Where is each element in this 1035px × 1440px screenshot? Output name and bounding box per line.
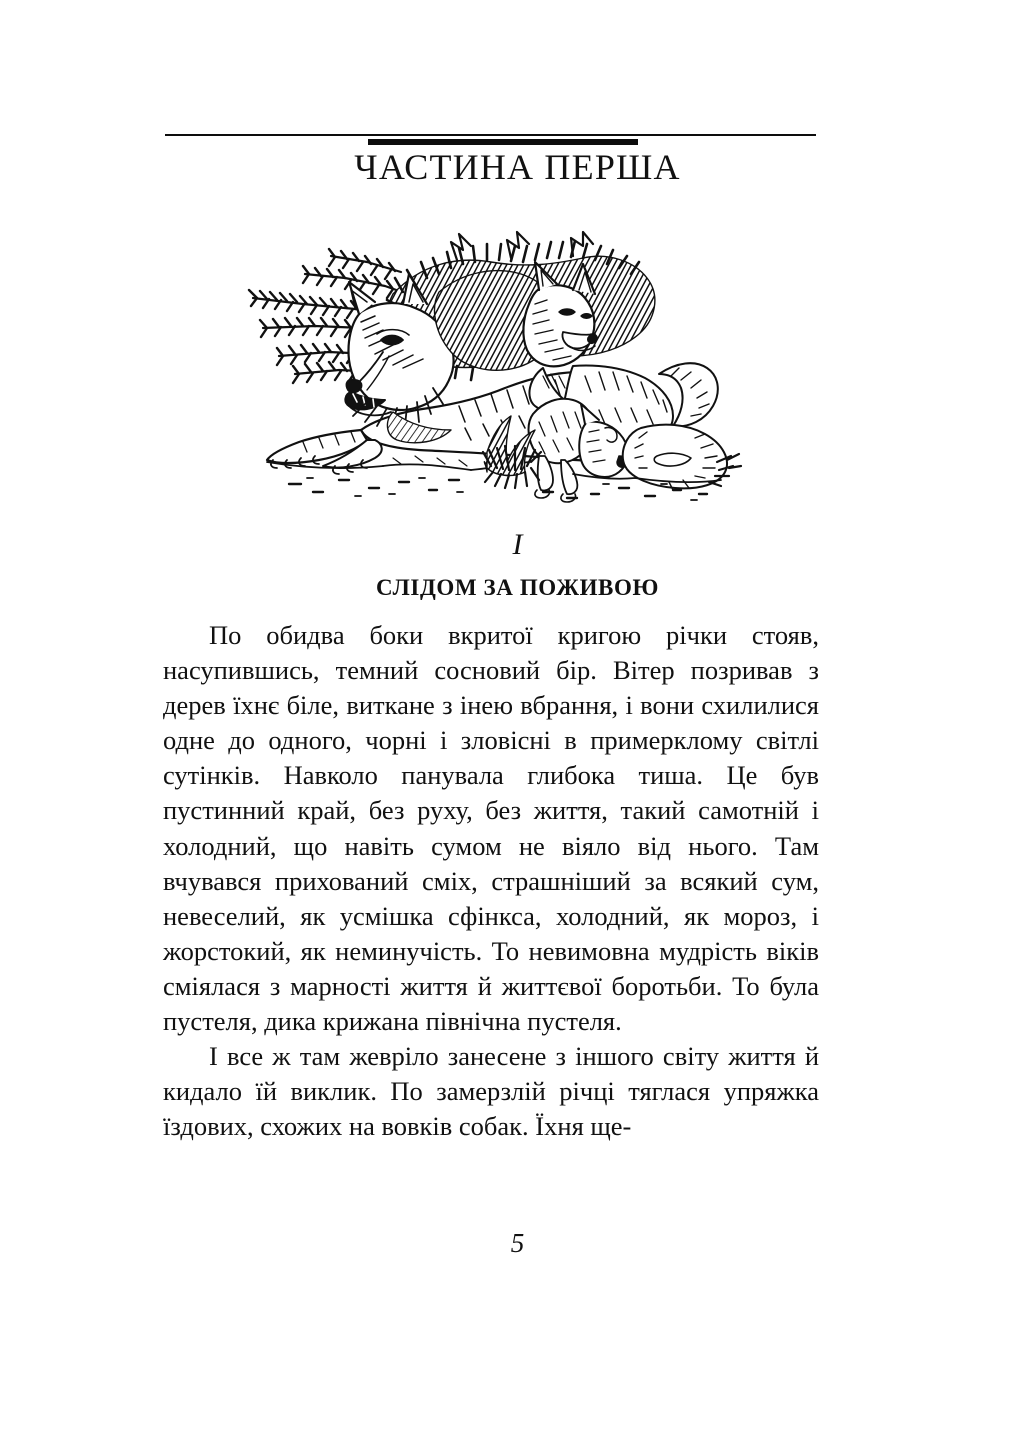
chapter-title: СЛІДОМ ЗА ПОЖИВОЮ [376,575,659,600]
body-text-block [163,618,819,1144]
thin-horizontal-rule-icon [165,134,816,136]
page-number: 5 [510,1228,525,1258]
wolves-illustration [243,216,755,506]
paragraph: По обидва боки вкритої кригою річки стояв, насупившись, темний сосновий бір. Вітер позривав з дерев їхнє біле, виткане з інею вбрання, і вони схилилися одне до одного, чорні і зловісні в примерклому світлі сутінків. Навколо панувала глибока тиша. Це був пустинний край, без руху, без життя, такий самотній і холодний, що навіть сумом не віяло від нього. Там вчувався прихований сміх, страшніший за всякий сум, невеселий, як усмішка сфінкса, холодний, як мороз, і жорстокий, як неминучість. То невимовна мудрість віків сміялася з марності життя й життєвої боротьби. То була пустеля, дика крижана північна пустеля. [163,620,819,1037]
part-title: ЧАСТИНА ПЕРША [354,147,681,187]
wolves-illustration-svg [243,216,755,506]
thick-centered-bar-icon [368,139,638,145]
chapter-number: I [512,528,523,561]
paragraph: І все ж там жевріло занесене з іншого світу життя й кидало їй виклик. По замерзлій річці тяглася упряжка їздових, схожих на вовків собак. Їхня ще- [163,1041,819,1142]
